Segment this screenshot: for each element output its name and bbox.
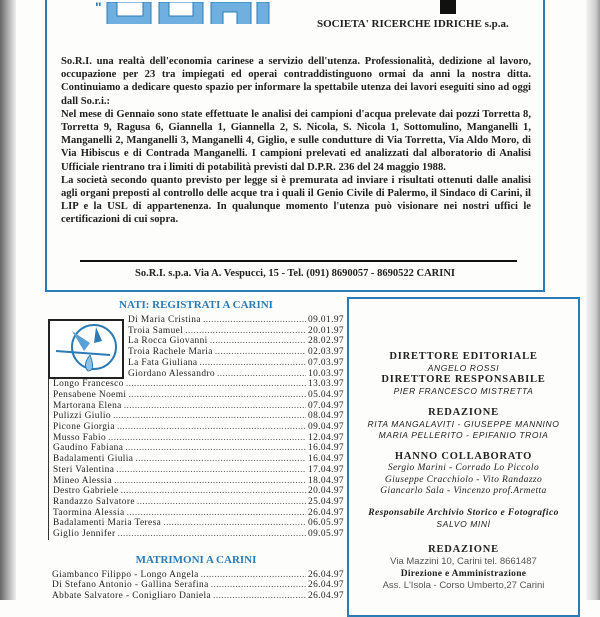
stork-icon: [50, 321, 122, 377]
intro-text: [61, 55, 531, 227]
admin-address: Ass. L'Isola - Corso Umberto,27 Carini: [382, 579, 545, 591]
entry-date: 05.04.97: [307, 389, 344, 400]
list-item: [53, 422, 344, 433]
company-address: So.R.I. s.p.a. Via A. Vespucci, 15 - Tel. (091) 8690057 - 8690522 CARINI: [135, 268, 455, 279]
list-item: [53, 401, 344, 412]
list-item: [53, 454, 344, 465]
editorial-staff-line: MARIA PELLERITO - EPIFANIO TROIA: [378, 430, 549, 440]
entry-date: 07.04.97: [307, 400, 344, 411]
entry-date: 26.04.97: [307, 569, 344, 580]
credits-box: [347, 297, 580, 617]
company-subtitle: SOCIETA' RICERCHE IDRICHE s.p.a.: [317, 18, 509, 30]
entry-name: Troia Rachele Maria: [128, 347, 213, 358]
entry-date: 10.03.97: [307, 368, 344, 379]
divider: [80, 260, 517, 262]
responsible-director: PIER FRANCESCO MISTRETTA: [393, 386, 534, 396]
entry-date: 09.04.97: [307, 422, 344, 433]
entry-name: Gaudino Fabiana: [53, 443, 124, 454]
births-list-continued: [48, 379, 344, 540]
editorial-director: ANGELO ROSSI: [427, 363, 500, 373]
collaborators-line: Giuseppe Cracchiolo - Vito Randazzo: [384, 474, 543, 485]
list-item: [53, 476, 344, 487]
entry-date: 06.05.97: [307, 518, 344, 529]
list-item: [53, 508, 344, 519]
entry-name: Giambanco Filippo - Longo Angela: [52, 569, 199, 580]
leader-dots: [125, 443, 306, 454]
entry-date: 09.01.97: [307, 315, 344, 325]
responsible-director-label: DIRETTORE RESPONSABILE: [381, 374, 546, 385]
leader-dots: [210, 336, 306, 347]
leader-dots: [127, 508, 306, 519]
list-item: [53, 411, 344, 422]
leader-dots: [116, 465, 306, 476]
entry-name: Destro Gabriele: [53, 486, 119, 497]
logo-black-bar: [440, 0, 456, 14]
entry-name: Martorana Elena: [53, 400, 122, 411]
leader-dots: [163, 518, 306, 529]
entry-name: Badalamenti Giulia: [53, 454, 134, 465]
intro-paragraph: So.R.I. una realtà dell'economia carinese a servizio dell'utenza. Professionalità, dedizione al lavoro, occupazione per 23 tra impiegati ed operai contraddistinguono ormai da anni la nostra ditta. Continuiamo a dedicare questo spazio per informare la spettabile utenza dei lavori eseguiti sino ad oggi dall So.r.i.:: [61, 56, 531, 107]
stork-illustration: [48, 319, 124, 379]
leader-dots: [126, 379, 306, 390]
entry-name: Troia Samuel: [128, 325, 184, 336]
leader-dots: [137, 497, 306, 508]
leader-dots: [113, 411, 306, 422]
leader-dots: [211, 580, 306, 591]
leader-dots: [108, 433, 306, 444]
entry-name: Musso Fabio: [53, 432, 107, 443]
entry-name: Pensabene Noemi: [53, 389, 127, 400]
list-item: [53, 433, 344, 444]
list-item: [53, 529, 344, 540]
leader-dots: [121, 486, 306, 497]
entry-date: 28.02.97: [307, 336, 344, 347]
sori-logo-graphic: [95, 2, 270, 24]
leader-dots: [124, 401, 306, 412]
editorial-staff-label: REDAZIONE: [428, 407, 499, 418]
list-item: [53, 518, 344, 529]
intro-paragraph: La società secondo quanto previsto per legge si è premurata ad inviare i risultati ottenuti dalle analisi agli organi preposti al controllo delle acque tra i quali il Genio Civile di Palermo, il Sindaco di Carini, il LIP e la USL di appartenenza. In qualunque momento l'utenza può visionare nei nostri uffici le certificazioni di cui sopra.: [61, 174, 531, 226]
list-item: [52, 591, 344, 602]
entry-date: 26.04.97: [307, 580, 344, 591]
marriages-list: [48, 570, 344, 602]
entry-date: 13.03.97: [307, 379, 344, 390]
sori-logo: [95, 0, 270, 24]
leader-dots: [185, 326, 306, 337]
office-label: REDAZIONE: [428, 544, 499, 555]
leader-dots: [201, 570, 306, 581]
collaborators-label: HANNO COLLABORATO: [394, 451, 533, 462]
entry-name: Mineo Alessia: [53, 475, 113, 486]
editorial-staff-line: RITA MANGALAVITI - GIUSEPPE MANNINO: [367, 419, 560, 429]
registry-column: [48, 297, 344, 602]
list-item: [53, 443, 344, 454]
collaborators-line: Giancarlo Sala - Vincenzo prof.Armetta: [380, 486, 547, 496]
entry-date: 26.04.97: [307, 591, 344, 602]
leader-dots: [217, 369, 306, 380]
entry-name: Picone Giorgia: [53, 422, 115, 433]
entry-date: 16.04.97: [307, 443, 344, 454]
entry-date: 26.04.97: [307, 507, 344, 518]
leader-dots: [118, 529, 306, 540]
archive-person: SALVO MINÌ: [436, 519, 491, 529]
leader-dots: [117, 422, 306, 433]
leader-dots: [114, 476, 306, 487]
leader-dots: [203, 315, 306, 326]
entry-date: 17.04.97: [307, 464, 344, 475]
marriages-title: MATRIMONI A CARINI: [135, 553, 257, 566]
page-shadow-right: [586, 0, 600, 600]
list-item: [53, 390, 344, 401]
entry-name: Badalamenti Maria Teresa: [53, 518, 162, 529]
entry-date: 12.04.97: [307, 432, 344, 443]
entry-date: 08.04.97: [307, 411, 344, 422]
entry-name: Giordano Alessandro: [128, 368, 216, 379]
entry-name: Longo Francesco: [53, 379, 124, 390]
entry-name: Di Stefano Antonio - Gallina Serafina: [52, 580, 209, 591]
list-item: [52, 570, 344, 581]
entry-date: 18.04.97: [307, 475, 344, 486]
leader-dots: [199, 358, 306, 369]
entry-name: Randazzo Salvatore: [53, 496, 135, 507]
entry-date: 25.04.97: [307, 496, 344, 507]
page-shadow-left: [0, 0, 16, 600]
editorial-director-label: DIRETTORE EDITORIALE: [389, 351, 538, 362]
collaborators-line: Sergio Marini - Corrado Lo Piccolo: [387, 463, 540, 473]
entry-date: 07.03.97: [307, 357, 344, 368]
list-item: [53, 465, 344, 476]
births-title: NATI: REGISTRATI A CARINI: [119, 299, 273, 311]
archive-label: Responsabile Archivio Storico e Fotografico: [368, 507, 559, 518]
svg-text:": ": [95, 2, 110, 15]
entry-date: 09.05.97: [307, 529, 344, 540]
entry-name: La Fata Giuliana: [128, 357, 198, 368]
list-item: [52, 580, 344, 591]
entry-name: Taormina Alessia: [53, 507, 125, 518]
entry-name: Abbate Salvatore - Conigliaro Daniela: [52, 591, 212, 602]
entry-date: 20.04.97: [307, 486, 344, 497]
sori-announcement-box: [45, 0, 545, 292]
entry-name: Steri Valentina: [53, 464, 115, 475]
office-address: Via Mazzini 10, Carini tel. 8661487: [390, 556, 537, 567]
entry-date: 20.01.97: [307, 325, 344, 336]
leader-dots: [215, 347, 306, 358]
entry-name: Giglio Jennifer: [53, 529, 116, 540]
entry-name: Di Maria Cristina: [128, 315, 201, 325]
entry-date: 02.03.97: [307, 347, 344, 358]
leader-dots: [135, 454, 306, 465]
intro-paragraph: Nel mese di Gennaio sono state effettuate le analisi dei campioni d'acqua prelevate dai pozzi Torretta 8, Torretta 9, Ragusa 6, Giannella 1, Giannella 2, S. Nicola, S. Nicola 1, Sottomulino, Manganelli 1, Manganelli 2, Manganelli 3, Manganelli 4, Giglio, e sulle condutture di Via Torretta, Via Aldo Moro, di Via Hibiscus e di Contrada Manganelli. I campioni prelevati ed analizzati dal alboratorio di Analisi Ufficiale rientrano tra i limiti di potabilità previsti dal D.P.R. 236 del 24 maggio 1988.: [61, 108, 531, 173]
list-item: [53, 486, 344, 497]
entry-name: Pulizzi Giulio: [53, 411, 111, 422]
leader-dots: [213, 591, 306, 602]
admin-label: Direzione e Amministrazione: [400, 568, 527, 579]
leader-dots: [128, 390, 306, 401]
entry-name: La Rocca Giovanni: [128, 336, 208, 347]
entry-date: 16.04.97: [307, 454, 344, 465]
list-item: [53, 497, 344, 508]
